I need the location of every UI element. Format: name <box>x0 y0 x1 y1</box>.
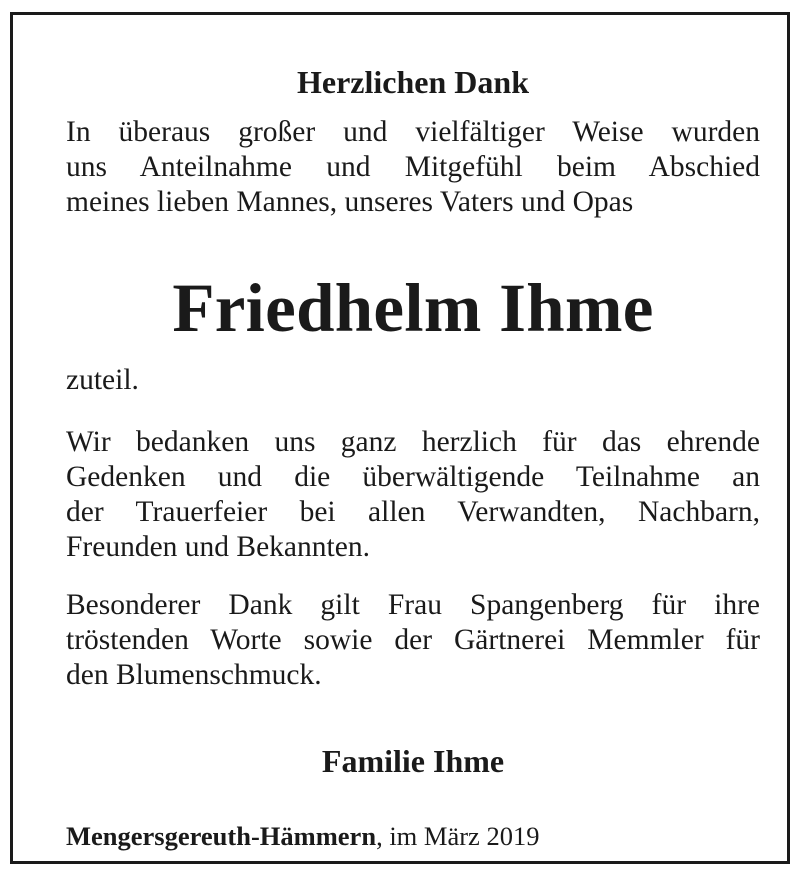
thanks-paragraph <box>66 425 760 565</box>
special-thanks-line: tröstenden Worte sowie der Gärtnerei Memmler für <box>66 624 760 656</box>
thanks-line: der Trauerfeier bei allen Verwandten, Nachbarn, <box>66 496 760 528</box>
special-thanks-paragraph <box>66 588 760 693</box>
intro-line: uns Anteilnahme und Mitgefühl beim Abschied <box>66 151 760 183</box>
deceased-name: Friedhelm Ihme <box>172 270 654 346</box>
thanks-line: Freunden und Bekannten. <box>66 531 370 563</box>
intro-paragraph <box>66 115 760 220</box>
zuteil-text <box>66 363 760 398</box>
thanks-line: Wir bedanken uns ganz herzlich für das ehrende <box>66 426 760 458</box>
place-name: Mengersgereuth-Hämmern <box>66 821 377 851</box>
special-thanks-line: Besonderer Dank gilt Frau Spangenberg für ihre <box>66 589 760 621</box>
date-text: , im März 2019 <box>376 821 540 851</box>
intro-line: In überaus großer und vielfältiger Weise wurden <box>66 116 760 148</box>
thanks-line: Gedenken und die überwältigende Teilnahme an <box>66 461 760 493</box>
zuteil-line: zuteil. <box>66 364 139 396</box>
family-signature: Familie Ihme <box>321 743 505 779</box>
intro-line: meines lieben Mannes, unseres Vaters und Opas <box>66 186 634 218</box>
special-thanks-line: den Blumenschmuck. <box>66 659 322 691</box>
place-and-date <box>66 818 760 854</box>
notice-heading: Herzlichen Dank <box>297 64 529 100</box>
notice-border <box>10 12 790 864</box>
